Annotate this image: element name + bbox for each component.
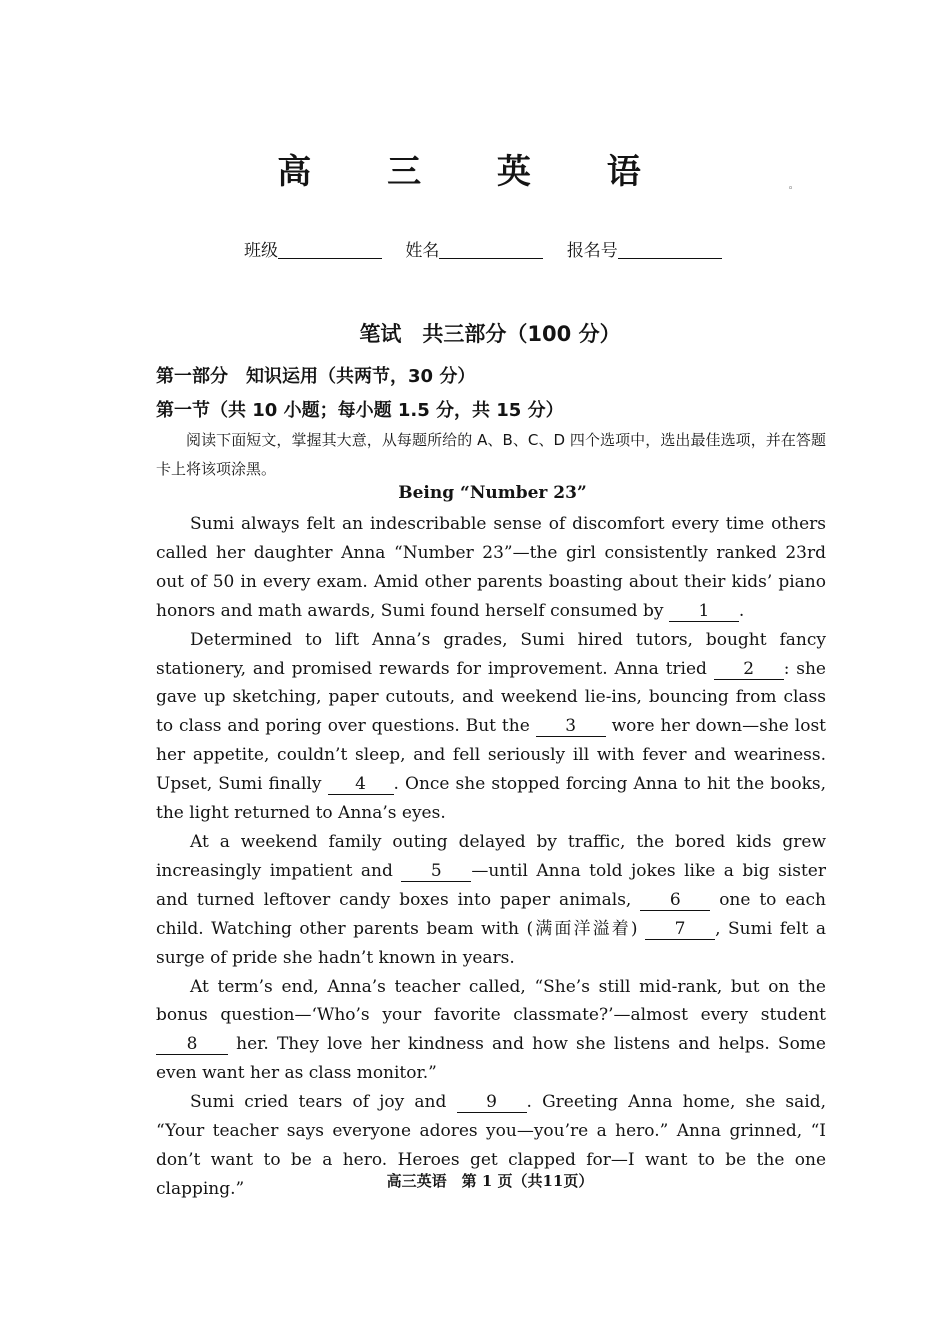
blank-2[interactable]: 2 bbox=[714, 659, 784, 680]
blank-3[interactable]: 3 bbox=[536, 716, 606, 737]
class-label: 班级 bbox=[244, 241, 278, 261]
blank-9[interactable]: 9 bbox=[457, 1092, 527, 1113]
paragraph-2: Determined to lift Anna’s grades, Sumi hired tutors, bought fancy stationery, and promised rewards for improvement. Anna tried 2 : she gave up sketching, paper cutouts, and weekend lie-ins, bouncing from class to class and poring over questions. But the 3 wore her down—she lost her appetite, couldn’t sleep, and fell seriously ill with fever and weariness. Upset, Sumi finally 4 . Once she stopped forcing Anna to hit the books, the light returned to Anna’s eyes. bbox=[156, 629, 827, 824]
class-field[interactable] bbox=[278, 240, 382, 259]
paragraph-5: Sumi cried tears of joy and 9 . Greeting Anna home, she said, “Your teacher says everyone adores you—you’re a hero.” Anna grinned, “I don’t want to be a hero. Heroes get clapped for—I want to be the one clapping.” bbox=[156, 1092, 826, 1199]
blank-7[interactable]: 7 bbox=[645, 919, 715, 940]
blank-4[interactable]: 4 bbox=[328, 774, 394, 795]
instructions: 阅读下面短文，掌握其大意，从每题所给的 A、B、C、D 四个选项中，选出最佳选项，并在答题卡上将该项涂黑。 bbox=[156, 431, 826, 478]
name-label: 姓名 bbox=[405, 241, 440, 261]
registration-number-label: 报名号 bbox=[566, 241, 618, 261]
part-heading: 第一部分 知识运用（共两节，30 分） bbox=[156, 366, 476, 387]
registration-number-field[interactable] bbox=[618, 240, 722, 259]
student-info-fields bbox=[244, 236, 740, 261]
page-footer: 高三英语 第 1 页（共11页） bbox=[386, 1172, 594, 1190]
name-field[interactable] bbox=[439, 240, 543, 259]
section-heading: 第一节（共 10 小题；每小题 1.5 分，共 15 分） bbox=[156, 400, 564, 421]
blank-1[interactable]: 1 bbox=[669, 601, 739, 622]
passage bbox=[156, 510, 826, 1204]
blank-8[interactable]: 8 bbox=[156, 1034, 228, 1055]
blank-6[interactable]: 6 bbox=[640, 890, 710, 911]
page-title: 高 三 英 语 bbox=[277, 152, 673, 192]
paragraph-4: At term’s end, Anna’s teacher called, “She’s still mid-rank, but on the bonus question—‘Who’s your favorite classmate?’—almost every student 8 her. They love her kindness and how she listens and helps. Some even want her as class monitor.” bbox=[156, 976, 826, 1084]
scan-mark: ◦ bbox=[788, 184, 794, 194]
passage-title: Being “Number 23” bbox=[398, 483, 587, 503]
blank-5[interactable]: 5 bbox=[401, 861, 471, 882]
exam-title: 笔试 共三部分（100 分） bbox=[359, 322, 621, 346]
paragraph-1: Sumi always felt an indescribable sense of discomfort every time others called her daughter Anna “Number 23”—the girl consistently ranked 23rd out of 50 in every exam. Amid other parents boasting about their kids’ piano honors and math awards, Sumi found herself consumed by 1 . bbox=[156, 514, 826, 621]
paragraph-3: At a weekend family outing delayed by traffic, the bored kids grew increasingly impatient and 5 —until Anna told jokes like a big sister and turned leftover candy boxes into paper animals, 6 one to each child. Watching other parents beam with (满面洋溢着) 7 , Sumi felt a surge of pride she hadn’t known in years. bbox=[156, 831, 827, 968]
